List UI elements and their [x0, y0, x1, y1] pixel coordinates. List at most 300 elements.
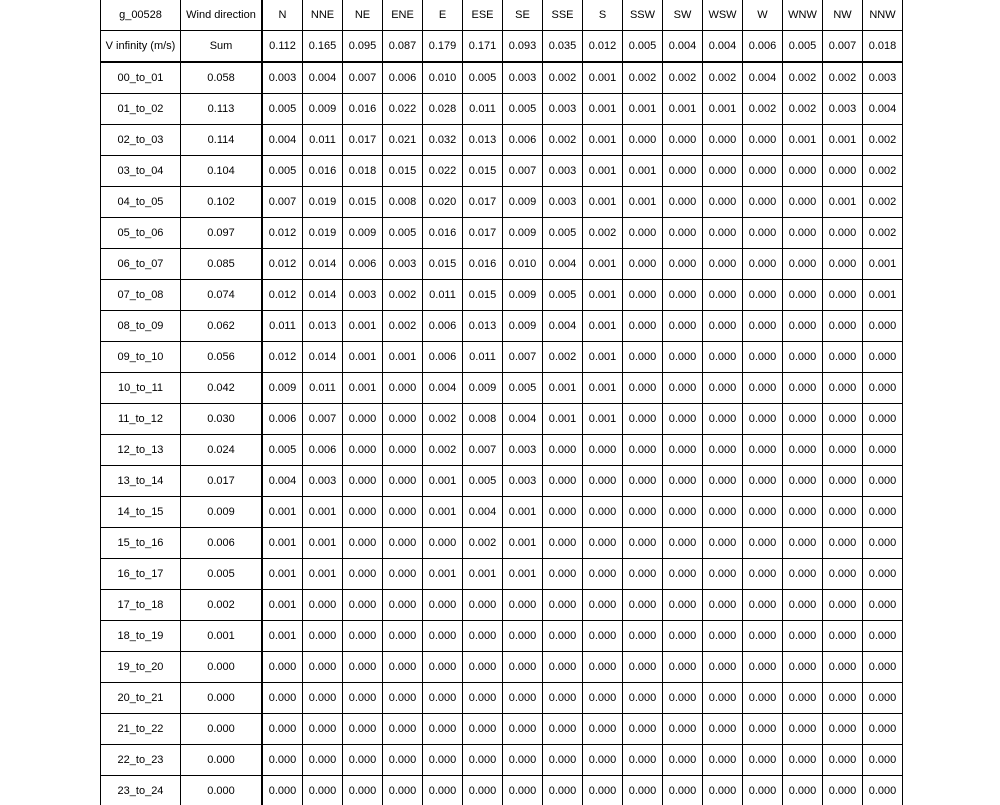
frequency-cell: 0.001 — [863, 280, 903, 311]
frequency-cell: 0.000 — [623, 342, 663, 373]
frequency-cell: 0.017 — [463, 187, 503, 218]
table-row — [101, 404, 903, 435]
frequency-cell: 0.000 — [663, 280, 703, 311]
table-row — [101, 125, 903, 156]
frequency-cell: 0.005 — [262, 94, 303, 125]
frequency-cell: 0.000 — [703, 621, 743, 652]
frequency-cell: 0.000 — [503, 621, 543, 652]
frequency-cell: 0.001 — [583, 311, 623, 342]
frequency-cell: 0.001 — [343, 342, 383, 373]
frequency-cell: 0.000 — [703, 776, 743, 805]
frequency-cell: 0.011 — [303, 373, 343, 404]
frequency-cell: 0.002 — [863, 187, 903, 218]
frequency-cell: 0.000 — [463, 745, 503, 776]
frequency-cell: 0.000 — [743, 652, 783, 683]
frequency-cell: 0.000 — [663, 125, 703, 156]
frequency-cell: 0.002 — [623, 62, 663, 94]
frequency-cell: 0.000 — [623, 745, 663, 776]
frequency-cell: 0.000 — [543, 652, 583, 683]
table-row — [101, 94, 903, 125]
frequency-cell: 0.000 — [343, 404, 383, 435]
frequency-cell: 0.000 — [663, 528, 703, 559]
frequency-cell: 0.000 — [383, 621, 423, 652]
frequency-cell: 0.002 — [423, 404, 463, 435]
frequency-cell: 0.000 — [543, 466, 583, 497]
frequency-cell: 0.000 — [703, 559, 743, 590]
frequency-cell: 0.001 — [623, 156, 663, 187]
frequency-cell: 0.000 — [262, 714, 303, 745]
frequency-cell: 0.000 — [783, 776, 823, 805]
table-row — [101, 342, 903, 373]
frequency-cell: 0.000 — [303, 683, 343, 714]
frequency-cell: 0.000 — [743, 156, 783, 187]
frequency-cell: 0.000 — [863, 497, 903, 528]
row-sum: 0.006 — [181, 528, 263, 559]
frequency-cell: 0.004 — [543, 249, 583, 280]
frequency-cell: 0.000 — [343, 714, 383, 745]
frequency-cell: 0.179 — [423, 31, 463, 63]
frequency-cell: 0.000 — [383, 404, 423, 435]
frequency-cell: 0.002 — [663, 62, 703, 94]
frequency-cell: 0.005 — [543, 280, 583, 311]
direction-header-sse: SSE — [543, 0, 583, 31]
frequency-cell: 0.000 — [503, 776, 543, 805]
frequency-cell: 0.003 — [343, 280, 383, 311]
frequency-cell: 0.000 — [743, 187, 783, 218]
table-row — [101, 249, 903, 280]
frequency-cell: 0.000 — [543, 590, 583, 621]
frequency-cell: 0.000 — [463, 590, 503, 621]
frequency-cell: 0.000 — [703, 714, 743, 745]
frequency-cell: 0.004 — [423, 373, 463, 404]
frequency-cell: 0.000 — [543, 435, 583, 466]
row-label: 05_to_06 — [101, 218, 181, 249]
frequency-cell: 0.000 — [783, 745, 823, 776]
frequency-cell: 0.000 — [423, 714, 463, 745]
frequency-cell: 0.000 — [823, 528, 863, 559]
frequency-cell: 0.006 — [383, 62, 423, 94]
frequency-cell: 0.019 — [303, 218, 343, 249]
row-sum: 0.002 — [181, 590, 263, 621]
frequency-cell: 0.000 — [583, 435, 623, 466]
frequency-cell: 0.012 — [583, 31, 623, 63]
frequency-cell: 0.001 — [783, 125, 823, 156]
frequency-cell: 0.014 — [303, 342, 343, 373]
row-label: 14_to_15 — [101, 497, 181, 528]
frequency-cell: 0.000 — [743, 683, 783, 714]
frequency-cell: 0.009 — [343, 218, 383, 249]
frequency-cell: 0.001 — [703, 94, 743, 125]
table-row — [101, 62, 903, 94]
frequency-cell: 0.015 — [463, 156, 503, 187]
frequency-cell: 0.000 — [623, 621, 663, 652]
frequency-cell: 0.001 — [583, 342, 623, 373]
frequency-cell: 0.000 — [383, 776, 423, 805]
frequency-cell: 0.000 — [663, 621, 703, 652]
frequency-cell: 0.009 — [503, 187, 543, 218]
frequency-cell: 0.001 — [543, 373, 583, 404]
row-label: 21_to_22 — [101, 714, 181, 745]
table-row — [101, 187, 903, 218]
frequency-cell: 0.000 — [303, 621, 343, 652]
frequency-cell: 0.003 — [503, 466, 543, 497]
frequency-cell: 0.000 — [383, 435, 423, 466]
frequency-cell: 0.004 — [262, 466, 303, 497]
frequency-cell: 0.011 — [463, 342, 503, 373]
frequency-cell: 0.003 — [863, 62, 903, 94]
frequency-cell: 0.000 — [623, 652, 663, 683]
frequency-cell: 0.005 — [262, 156, 303, 187]
row-label: 16_to_17 — [101, 559, 181, 590]
frequency-cell: 0.004 — [503, 404, 543, 435]
frequency-cell: 0.000 — [823, 497, 863, 528]
frequency-cell: 0.000 — [663, 590, 703, 621]
direction-header-nne: NNE — [303, 0, 343, 31]
frequency-cell: 0.000 — [823, 404, 863, 435]
table-row — [101, 156, 903, 187]
row-label: 07_to_08 — [101, 280, 181, 311]
frequency-cell: 0.000 — [823, 466, 863, 497]
direction-header-se: SE — [503, 0, 543, 31]
row-sum: 0.104 — [181, 156, 263, 187]
frequency-cell: 0.000 — [383, 466, 423, 497]
frequency-cell: 0.000 — [703, 528, 743, 559]
row-sum: 0.030 — [181, 404, 263, 435]
row-sum: 0.114 — [181, 125, 263, 156]
row-sum: 0.000 — [181, 745, 263, 776]
row-sum: Sum — [181, 31, 263, 63]
frequency-cell: 0.000 — [743, 125, 783, 156]
frequency-cell: 0.007 — [823, 31, 863, 63]
frequency-cell: 0.015 — [463, 280, 503, 311]
frequency-cell: 0.000 — [623, 218, 663, 249]
row-label: 00_to_01 — [101, 62, 181, 94]
frequency-cell: 0.000 — [823, 621, 863, 652]
frequency-cell: 0.000 — [543, 745, 583, 776]
row-label: 17_to_18 — [101, 590, 181, 621]
frequency-cell: 0.001 — [262, 621, 303, 652]
frequency-cell: 0.000 — [623, 404, 663, 435]
table-row — [101, 280, 903, 311]
frequency-cell: 0.003 — [543, 94, 583, 125]
frequency-cell: 0.003 — [543, 156, 583, 187]
frequency-cell: 0.000 — [823, 714, 863, 745]
frequency-cell: 0.007 — [343, 62, 383, 94]
frequency-cell: 0.000 — [863, 311, 903, 342]
frequency-cell: 0.000 — [743, 745, 783, 776]
frequency-cell: 0.005 — [503, 373, 543, 404]
row-label: V infinity (m/s) — [101, 31, 181, 63]
wind-table-body — [101, 0, 903, 805]
frequency-cell: 0.003 — [543, 187, 583, 218]
frequency-cell: 0.000 — [823, 342, 863, 373]
frequency-cell: 0.001 — [863, 249, 903, 280]
row-sum: 0.085 — [181, 249, 263, 280]
frequency-cell: 0.009 — [503, 280, 543, 311]
frequency-cell: 0.001 — [262, 528, 303, 559]
frequency-cell: 0.000 — [823, 776, 863, 805]
frequency-cell: 0.018 — [863, 31, 903, 63]
table-row — [101, 435, 903, 466]
frequency-cell: 0.002 — [703, 62, 743, 94]
frequency-cell: 0.001 — [583, 125, 623, 156]
frequency-cell: 0.000 — [663, 714, 703, 745]
frequency-cell: 0.000 — [583, 714, 623, 745]
frequency-cell: 0.000 — [703, 280, 743, 311]
row-label: 19_to_20 — [101, 652, 181, 683]
frequency-cell: 0.000 — [743, 218, 783, 249]
frequency-cell: 0.000 — [743, 311, 783, 342]
table-row — [101, 621, 903, 652]
frequency-cell: 0.002 — [823, 62, 863, 94]
frequency-cell: 0.000 — [343, 528, 383, 559]
frequency-cell: 0.001 — [503, 528, 543, 559]
frequency-cell: 0.002 — [383, 280, 423, 311]
frequency-cell: 0.005 — [383, 218, 423, 249]
frequency-cell: 0.000 — [262, 652, 303, 683]
frequency-cell: 0.003 — [503, 435, 543, 466]
frequency-cell: 0.000 — [463, 776, 503, 805]
frequency-cell: 0.000 — [583, 652, 623, 683]
row-label: 13_to_14 — [101, 466, 181, 497]
frequency-cell: 0.000 — [543, 559, 583, 590]
frequency-cell: 0.001 — [262, 590, 303, 621]
frequency-cell: 0.000 — [463, 621, 503, 652]
frequency-cell: 0.012 — [262, 342, 303, 373]
frequency-cell: 0.002 — [863, 125, 903, 156]
frequency-cell: 0.000 — [863, 621, 903, 652]
frequency-cell: 0.000 — [623, 590, 663, 621]
frequency-cell: 0.000 — [663, 404, 703, 435]
frequency-cell: 0.000 — [863, 466, 903, 497]
frequency-cell: 0.000 — [663, 187, 703, 218]
frequency-cell: 0.004 — [262, 125, 303, 156]
frequency-cell: 0.001 — [262, 497, 303, 528]
frequency-cell: 0.021 — [383, 125, 423, 156]
frequency-cell: 0.000 — [783, 156, 823, 187]
frequency-cell: 0.000 — [343, 745, 383, 776]
frequency-cell: 0.003 — [262, 62, 303, 94]
frequency-cell: 0.000 — [823, 652, 863, 683]
frequency-cell: 0.000 — [262, 745, 303, 776]
frequency-cell: 0.000 — [663, 466, 703, 497]
frequency-cell: 0.000 — [463, 683, 503, 714]
frequency-cell: 0.000 — [343, 435, 383, 466]
frequency-cell: 0.000 — [623, 559, 663, 590]
frequency-cell: 0.000 — [503, 745, 543, 776]
frequency-cell: 0.011 — [303, 125, 343, 156]
frequency-cell: 0.000 — [623, 776, 663, 805]
frequency-cell: 0.006 — [343, 249, 383, 280]
table-row — [101, 776, 903, 805]
frequency-cell: 0.000 — [783, 404, 823, 435]
frequency-cell: 0.000 — [383, 652, 423, 683]
frequency-cell: 0.000 — [703, 404, 743, 435]
frequency-cell: 0.000 — [503, 652, 543, 683]
frequency-cell: 0.000 — [262, 776, 303, 805]
frequency-cell: 0.005 — [623, 31, 663, 63]
frequency-cell: 0.002 — [543, 125, 583, 156]
row-sum: 0.042 — [181, 373, 263, 404]
table-row — [101, 528, 903, 559]
frequency-cell: 0.002 — [383, 311, 423, 342]
frequency-cell: 0.002 — [863, 156, 903, 187]
frequency-cell: 0.000 — [503, 590, 543, 621]
row-label: 20_to_21 — [101, 683, 181, 714]
frequency-cell: 0.015 — [383, 156, 423, 187]
frequency-cell: 0.013 — [463, 311, 503, 342]
frequency-cell: 0.010 — [503, 249, 543, 280]
frequency-cell: 0.000 — [703, 156, 743, 187]
frequency-cell: 0.015 — [423, 249, 463, 280]
row-label: 23_to_24 — [101, 776, 181, 805]
frequency-cell: 0.028 — [423, 94, 463, 125]
frequency-cell: 0.000 — [623, 528, 663, 559]
frequency-cell: 0.001 — [823, 125, 863, 156]
frequency-cell: 0.009 — [503, 311, 543, 342]
frequency-cell: 0.000 — [503, 683, 543, 714]
frequency-cell: 0.001 — [343, 373, 383, 404]
frequency-cell: 0.000 — [303, 776, 343, 805]
frequency-cell: 0.009 — [463, 373, 503, 404]
row-sum: 0.001 — [181, 621, 263, 652]
frequency-cell: 0.000 — [823, 280, 863, 311]
row-sum: 0.056 — [181, 342, 263, 373]
frequency-cell: 0.000 — [863, 776, 903, 805]
frequency-cell: 0.000 — [303, 745, 343, 776]
frequency-cell: 0.001 — [623, 94, 663, 125]
frequency-cell: 0.000 — [383, 373, 423, 404]
row-label: 15_to_16 — [101, 528, 181, 559]
frequency-cell: 0.007 — [503, 156, 543, 187]
frequency-cell: 0.008 — [463, 404, 503, 435]
frequency-cell: 0.000 — [823, 590, 863, 621]
row-label: 02_to_03 — [101, 125, 181, 156]
frequency-cell: 0.000 — [743, 249, 783, 280]
frequency-cell: 0.000 — [783, 249, 823, 280]
frequency-cell: 0.000 — [783, 466, 823, 497]
frequency-cell: 0.000 — [663, 683, 703, 714]
frequency-cell: 0.009 — [303, 94, 343, 125]
row-label: 12_to_13 — [101, 435, 181, 466]
frequency-cell: 0.000 — [623, 373, 663, 404]
frequency-cell: 0.011 — [463, 94, 503, 125]
frequency-cell: 0.001 — [543, 404, 583, 435]
frequency-cell: 0.011 — [423, 280, 463, 311]
row-sum: 0.074 — [181, 280, 263, 311]
row-sum: 0.113 — [181, 94, 263, 125]
frequency-cell: 0.000 — [703, 745, 743, 776]
table-row — [101, 373, 903, 404]
frequency-cell: 0.000 — [623, 311, 663, 342]
frequency-cell: 0.008 — [383, 187, 423, 218]
frequency-cell: 0.000 — [543, 683, 583, 714]
frequency-cell: 0.007 — [262, 187, 303, 218]
frequency-cell: 0.000 — [743, 373, 783, 404]
frequency-cell: 0.000 — [383, 590, 423, 621]
frequency-cell: 0.000 — [703, 590, 743, 621]
frequency-cell: 0.000 — [583, 621, 623, 652]
row-sum: 0.097 — [181, 218, 263, 249]
frequency-cell: 0.001 — [423, 466, 463, 497]
table-row — [101, 311, 903, 342]
frequency-cell: 0.000 — [703, 466, 743, 497]
frequency-cell: 0.000 — [583, 559, 623, 590]
direction-header-w: W — [743, 0, 783, 31]
frequency-cell: 0.002 — [583, 218, 623, 249]
frequency-cell: 0.006 — [503, 125, 543, 156]
frequency-cell: 0.005 — [783, 31, 823, 63]
frequency-cell: 0.000 — [863, 714, 903, 745]
frequency-cell: 0.000 — [863, 528, 903, 559]
frequency-cell: 0.000 — [623, 714, 663, 745]
row-sum: 0.000 — [181, 714, 263, 745]
frequency-cell: 0.005 — [262, 435, 303, 466]
frequency-cell: 0.004 — [543, 311, 583, 342]
frequency-cell: 0.005 — [503, 94, 543, 125]
frequency-cell: 0.014 — [303, 280, 343, 311]
direction-header-n: N — [262, 0, 303, 31]
row-label: 09_to_10 — [101, 342, 181, 373]
frequency-cell: 0.000 — [703, 249, 743, 280]
frequency-cell: 0.000 — [703, 373, 743, 404]
frequency-cell: 0.000 — [663, 249, 703, 280]
row-sum: 0.000 — [181, 683, 263, 714]
frequency-cell: 0.007 — [303, 404, 343, 435]
direction-header-sw: SW — [663, 0, 703, 31]
header-row — [101, 0, 903, 31]
frequency-cell: 0.000 — [423, 745, 463, 776]
frequency-cell: 0.000 — [823, 156, 863, 187]
frequency-cell: 0.001 — [583, 94, 623, 125]
frequency-cell: 0.000 — [383, 745, 423, 776]
frequency-cell: 0.001 — [583, 187, 623, 218]
frequency-cell: 0.004 — [663, 31, 703, 63]
direction-header-e: E — [423, 0, 463, 31]
direction-header-nw: NW — [823, 0, 863, 31]
frequency-cell: 0.002 — [863, 218, 903, 249]
frequency-cell: 0.087 — [383, 31, 423, 63]
frequency-cell: 0.006 — [262, 404, 303, 435]
frequency-cell: 0.000 — [783, 559, 823, 590]
row-label: 10_to_11 — [101, 373, 181, 404]
frequency-cell: 0.002 — [543, 62, 583, 94]
frequency-cell: 0.000 — [823, 249, 863, 280]
frequency-cell: 0.017 — [463, 218, 503, 249]
frequency-cell: 0.001 — [383, 342, 423, 373]
frequency-cell: 0.000 — [703, 652, 743, 683]
row-label: 22_to_23 — [101, 745, 181, 776]
frequency-cell: 0.000 — [823, 745, 863, 776]
frequency-cell: 0.007 — [463, 435, 503, 466]
frequency-cell: 0.000 — [623, 683, 663, 714]
frequency-cell: 0.000 — [663, 745, 703, 776]
frequency-cell: 0.000 — [863, 683, 903, 714]
frequency-cell: 0.004 — [303, 62, 343, 94]
frequency-cell: 0.000 — [743, 621, 783, 652]
frequency-cell: 0.000 — [423, 683, 463, 714]
frequency-cell: 0.000 — [703, 218, 743, 249]
frequency-cell: 0.002 — [463, 528, 503, 559]
frequency-cell: 0.003 — [383, 249, 423, 280]
frequency-cell: 0.000 — [783, 342, 823, 373]
frequency-cell: 0.012 — [262, 249, 303, 280]
frequency-cell: 0.004 — [743, 62, 783, 94]
frequency-cell: 0.000 — [663, 776, 703, 805]
frequency-cell: 0.000 — [663, 559, 703, 590]
frequency-cell: 0.000 — [783, 373, 823, 404]
frequency-cell: 0.009 — [262, 373, 303, 404]
